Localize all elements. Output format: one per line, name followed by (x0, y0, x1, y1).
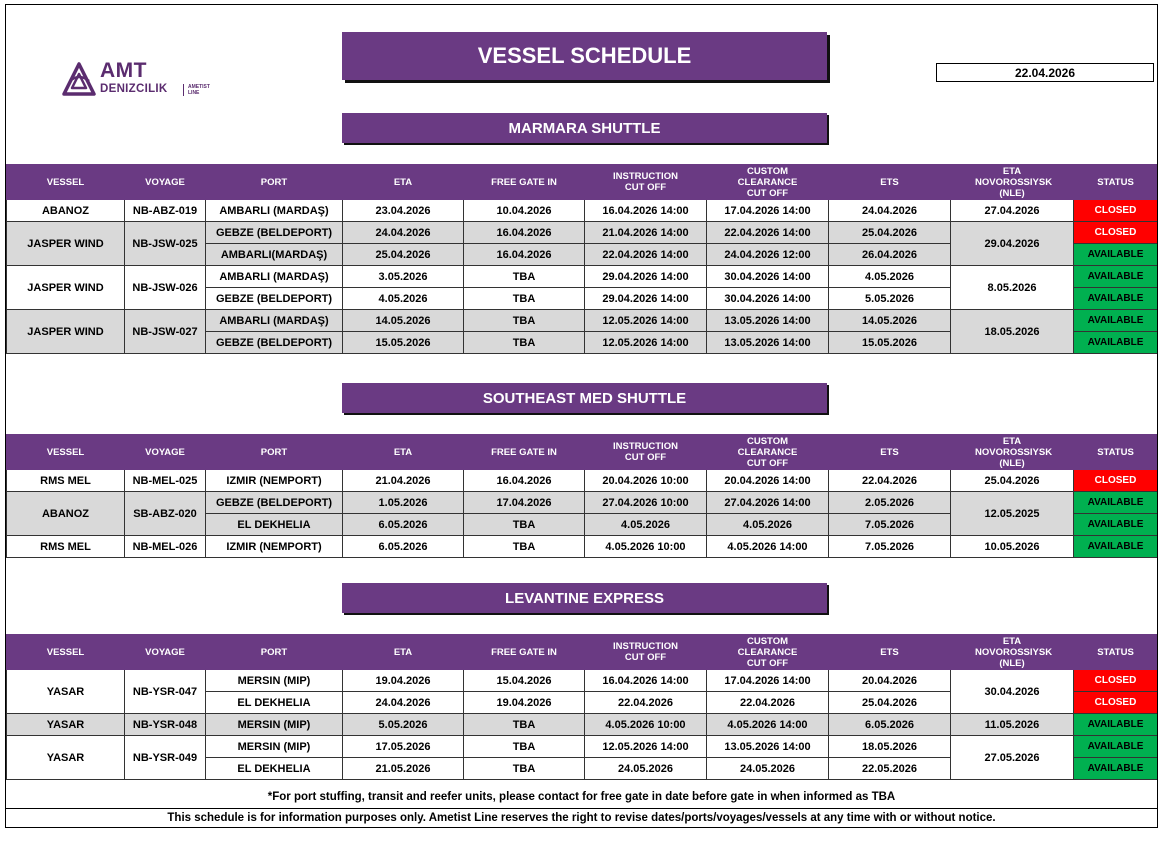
custom-clearance-cutoff-cell: 4.05.2026 14:00 (707, 536, 829, 558)
column-header: VESSEL (7, 435, 125, 470)
footnote-disclaimer: This schedule is for information purposes only. Ametist Line reserves the right to revise dates/ports/voyages/vessels at any time with or without notice. (6, 808, 1157, 827)
port-cell: MERSIN (MIP) (206, 736, 343, 758)
free-gate-in-cell: 10.04.2026 (464, 200, 585, 222)
custom-clearance-cutoff-cell: 17.04.2026 14:00 (707, 670, 829, 692)
instruction-cutoff-cell: 12.05.2026 14:00 (585, 736, 707, 758)
port-cell: AMBARLI (MARDAŞ) (206, 200, 343, 222)
column-header: STATUS (1074, 435, 1158, 470)
status-cell: CLOSED (1074, 692, 1158, 714)
ets-cell: 25.04.2026 (829, 692, 951, 714)
custom-clearance-cutoff-cell: 17.04.2026 14:00 (707, 200, 829, 222)
table-row (7, 470, 1158, 492)
table-row (7, 266, 1158, 288)
eta-novorossiysk-cell: 11.05.2026 (951, 714, 1074, 736)
eta-cell: 6.05.2026 (343, 514, 464, 536)
eta-cell: 24.04.2026 (343, 222, 464, 244)
voyage-cell: NB-YSR-047 (125, 670, 206, 714)
free-gate-in-cell: TBA (464, 714, 585, 736)
ets-cell: 24.04.2026 (829, 200, 951, 222)
status-cell: CLOSED (1074, 222, 1158, 244)
vessel-cell: YASAR (7, 714, 125, 736)
eta-cell: 6.05.2026 (343, 536, 464, 558)
ets-cell: 22.05.2026 (829, 758, 951, 780)
eta-novorossiysk-cell: 27.05.2026 (951, 736, 1074, 780)
voyage-cell: NB-MEL-026 (125, 536, 206, 558)
table-row (7, 222, 1158, 244)
vessel-cell: YASAR (7, 736, 125, 780)
footnote-tba: *For port stuffing, transit and reefer units, please contact for free gate in date before gate in when informed as TBA (267, 790, 896, 803)
custom-clearance-cutoff-cell: 22.04.2026 14:00 (707, 222, 829, 244)
free-gate-in-cell: TBA (464, 536, 585, 558)
ets-cell: 26.04.2026 (829, 244, 951, 266)
free-gate-in-cell: 19.04.2026 (464, 692, 585, 714)
eta-cell: 3.05.2026 (343, 266, 464, 288)
port-cell: AMBARLI (MARDAŞ) (206, 266, 343, 288)
eta-novorossiysk-cell: 27.04.2026 (951, 200, 1074, 222)
brand-subtitle: DENIZCILIK (100, 83, 168, 95)
ets-cell: 25.04.2026 (829, 222, 951, 244)
column-header: CUSTOM CLEARANCE CUT OFF (707, 165, 829, 200)
vessel-cell: JASPER WIND (7, 222, 125, 266)
status-cell: AVAILABLE (1074, 244, 1158, 266)
table-header-row (7, 435, 1158, 470)
vessel-schedule-sheet (5, 4, 1158, 828)
brand-divider (183, 84, 184, 96)
table-row (7, 310, 1158, 332)
brand-name: AMT (100, 59, 147, 82)
ets-cell: 7.05.2026 (829, 536, 951, 558)
instruction-cutoff-cell: 29.04.2026 14:00 (585, 266, 707, 288)
instruction-cutoff-cell: 22.04.2026 (585, 692, 707, 714)
table-row (7, 200, 1158, 222)
voyage-cell: NB-MEL-025 (125, 470, 206, 492)
free-gate-in-cell: TBA (464, 736, 585, 758)
instruction-cutoff-cell: 4.05.2026 (585, 514, 707, 536)
table-row (7, 492, 1158, 514)
ets-cell: 7.05.2026 (829, 514, 951, 536)
custom-clearance-cutoff-cell: 24.05.2026 (707, 758, 829, 780)
status-cell: AVAILABLE (1074, 536, 1158, 558)
status-cell: AVAILABLE (1074, 266, 1158, 288)
instruction-cutoff-cell: 12.05.2026 14:00 (585, 332, 707, 354)
status-cell: CLOSED (1074, 200, 1158, 222)
ets-cell: 2.05.2026 (829, 492, 951, 514)
port-cell: MERSIN (MIP) (206, 670, 343, 692)
column-header: VOYAGE (125, 165, 206, 200)
voyage-cell: NB-YSR-049 (125, 736, 206, 780)
column-header: VESSEL (7, 165, 125, 200)
column-header: PORT (206, 435, 343, 470)
column-header: ETS (829, 635, 951, 670)
status-cell: CLOSED (1074, 670, 1158, 692)
table-row (7, 736, 1158, 758)
company-logo (60, 61, 230, 107)
eta-novorossiysk-cell: 12.05.2025 (951, 492, 1074, 536)
voyage-cell: SB-ABZ-020 (125, 492, 206, 536)
eta-cell: 15.05.2026 (343, 332, 464, 354)
instruction-cutoff-cell: 20.04.2026 10:00 (585, 470, 707, 492)
eta-cell: 17.05.2026 (343, 736, 464, 758)
column-header: ETA (343, 635, 464, 670)
status-cell: AVAILABLE (1074, 714, 1158, 736)
column-header: ETA NOVOROSSIYSK (NLE) (951, 165, 1074, 200)
custom-clearance-cutoff-cell: 30.04.2026 14:00 (707, 266, 829, 288)
port-cell: IZMIR (NEMPORT) (206, 536, 343, 558)
brand-line-label (188, 84, 210, 96)
free-gate-in-cell: 15.04.2026 (464, 670, 585, 692)
ets-cell: 22.04.2026 (829, 470, 951, 492)
column-header: FREE GATE IN (464, 635, 585, 670)
vessel-cell: JASPER WIND (7, 310, 125, 354)
ets-cell: 14.05.2026 (829, 310, 951, 332)
vessel-cell: ABANOZ (7, 200, 125, 222)
column-header: ETA NOVOROSSIYSK (NLE) (951, 435, 1074, 470)
column-header: CUSTOM CLEARANCE CUT OFF (707, 635, 829, 670)
instruction-cutoff-cell: 4.05.2026 10:00 (585, 714, 707, 736)
instruction-cutoff-cell: 24.05.2026 (585, 758, 707, 780)
port-cell: EL DEKHELIA (206, 758, 343, 780)
eta-cell: 23.04.2026 (343, 200, 464, 222)
table-header-row (7, 635, 1158, 670)
voyage-cell: NB-JSW-027 (125, 310, 206, 354)
eta-cell: 25.04.2026 (343, 244, 464, 266)
ets-cell: 20.04.2026 (829, 670, 951, 692)
instruction-cutoff-cell: 4.05.2026 10:00 (585, 536, 707, 558)
vessel-cell: RMS MEL (7, 470, 125, 492)
page-title: VESSEL SCHEDULE (342, 32, 827, 80)
instruction-cutoff-cell: 16.04.2026 14:00 (585, 200, 707, 222)
status-cell: AVAILABLE (1074, 736, 1158, 758)
free-gate-in-cell: TBA (464, 332, 585, 354)
section-title: SOUTHEAST MED SHUTTLE (342, 383, 827, 413)
table-row (7, 670, 1158, 692)
ets-cell: 18.05.2026 (829, 736, 951, 758)
column-header: ETS (829, 435, 951, 470)
instruction-cutoff-cell: 29.04.2026 14:00 (585, 288, 707, 310)
port-cell: GEBZE (BELDEPORT) (206, 332, 343, 354)
column-header: FREE GATE IN (464, 165, 585, 200)
column-header: INSTRUCTION CUT OFF (585, 435, 707, 470)
column-header: STATUS (1074, 635, 1158, 670)
brand-line-top: AMETIST (188, 84, 210, 90)
column-header: VOYAGE (125, 435, 206, 470)
status-cell: AVAILABLE (1074, 514, 1158, 536)
status-cell: AVAILABLE (1074, 758, 1158, 780)
port-cell: GEBZE (BELDEPORT) (206, 492, 343, 514)
column-header: PORT (206, 165, 343, 200)
port-cell: GEBZE (BELDEPORT) (206, 288, 343, 310)
column-header: VOYAGE (125, 635, 206, 670)
free-gate-in-cell: TBA (464, 310, 585, 332)
column-header: VESSEL (7, 635, 125, 670)
eta-novorossiysk-cell: 10.05.2026 (951, 536, 1074, 558)
column-header: FREE GATE IN (464, 435, 585, 470)
vessel-cell: YASAR (7, 670, 125, 714)
port-cell: IZMIR (NEMPORT) (206, 470, 343, 492)
instruction-cutoff-cell: 12.05.2026 14:00 (585, 310, 707, 332)
free-gate-in-cell: TBA (464, 266, 585, 288)
column-header: PORT (206, 635, 343, 670)
custom-clearance-cutoff-cell: 13.05.2026 14:00 (707, 310, 829, 332)
port-cell: AMBARLI(MARDAŞ) (206, 244, 343, 266)
free-gate-in-cell: TBA (464, 758, 585, 780)
voyage-cell: NB-ABZ-019 (125, 200, 206, 222)
status-cell: AVAILABLE (1074, 310, 1158, 332)
instruction-cutoff-cell: 22.04.2026 14:00 (585, 244, 707, 266)
port-cell: MERSIN (MIP) (206, 714, 343, 736)
vessel-cell: ABANOZ (7, 492, 125, 536)
free-gate-in-cell: 16.04.2026 (464, 222, 585, 244)
table-row (7, 536, 1158, 558)
schedule-table (6, 634, 1158, 780)
section-title: MARMARA SHUTTLE (342, 113, 827, 143)
eta-cell: 1.05.2026 (343, 492, 464, 514)
column-header: ETS (829, 165, 951, 200)
ets-cell: 4.05.2026 (829, 266, 951, 288)
eta-novorossiysk-cell: 30.04.2026 (951, 670, 1074, 714)
eta-cell: 14.05.2026 (343, 310, 464, 332)
custom-clearance-cutoff-cell: 22.04.2026 (707, 692, 829, 714)
eta-novorossiysk-cell: 18.05.2026 (951, 310, 1074, 354)
free-gate-in-cell: TBA (464, 514, 585, 536)
eta-novorossiysk-cell: 25.04.2026 (951, 470, 1074, 492)
amt-logo-icon (60, 61, 98, 99)
status-cell: AVAILABLE (1074, 492, 1158, 514)
port-cell: EL DEKHELIA (206, 514, 343, 536)
status-cell: CLOSED (1074, 470, 1158, 492)
voyage-cell: NB-JSW-025 (125, 222, 206, 266)
instruction-cutoff-cell: 27.04.2026 10:00 (585, 492, 707, 514)
custom-clearance-cutoff-cell: 4.05.2026 (707, 514, 829, 536)
custom-clearance-cutoff-cell: 13.05.2026 14:00 (707, 736, 829, 758)
custom-clearance-cutoff-cell: 13.05.2026 14:00 (707, 332, 829, 354)
free-gate-in-cell: 17.04.2026 (464, 492, 585, 514)
schedule-table (6, 434, 1158, 558)
column-header: INSTRUCTION CUT OFF (585, 165, 707, 200)
port-cell: EL DEKHELIA (206, 692, 343, 714)
free-gate-in-cell: TBA (464, 288, 585, 310)
column-header: CUSTOM CLEARANCE CUT OFF (707, 435, 829, 470)
custom-clearance-cutoff-cell: 24.04.2026 12:00 (707, 244, 829, 266)
custom-clearance-cutoff-cell: 20.04.2026 14:00 (707, 470, 829, 492)
custom-clearance-cutoff-cell: 27.04.2026 14:00 (707, 492, 829, 514)
schedule-table (6, 164, 1158, 354)
instruction-cutoff-cell: 21.04.2026 14:00 (585, 222, 707, 244)
instruction-cutoff-cell: 16.04.2026 14:00 (585, 670, 707, 692)
eta-cell: 5.05.2026 (343, 714, 464, 736)
free-gate-in-cell: 16.04.2026 (464, 244, 585, 266)
status-cell: AVAILABLE (1074, 288, 1158, 310)
voyage-cell: NB-JSW-026 (125, 266, 206, 310)
table-row (7, 714, 1158, 736)
vessel-cell: JASPER WIND (7, 266, 125, 310)
eta-novorossiysk-cell: 8.05.2026 (951, 266, 1074, 310)
brand-line-bottom: LINE (188, 90, 200, 96)
custom-clearance-cutoff-cell: 30.04.2026 14:00 (707, 288, 829, 310)
eta-novorossiysk-cell: 29.04.2026 (951, 222, 1074, 266)
table-header-row (7, 165, 1158, 200)
column-header: INSTRUCTION CUT OFF (585, 635, 707, 670)
eta-cell: 19.04.2026 (343, 670, 464, 692)
voyage-cell: NB-YSR-048 (125, 714, 206, 736)
column-header: STATUS (1074, 165, 1158, 200)
eta-cell: 24.04.2026 (343, 692, 464, 714)
eta-cell: 4.05.2026 (343, 288, 464, 310)
section-title: LEVANTINE EXPRESS (342, 583, 827, 613)
column-header: ETA NOVOROSSIYSK (NLE) (951, 635, 1074, 670)
ets-cell: 5.05.2026 (829, 288, 951, 310)
column-header: ETA (343, 435, 464, 470)
free-gate-in-cell: 16.04.2026 (464, 470, 585, 492)
status-cell: AVAILABLE (1074, 332, 1158, 354)
eta-cell: 21.05.2026 (343, 758, 464, 780)
custom-clearance-cutoff-cell: 4.05.2026 14:00 (707, 714, 829, 736)
ets-cell: 6.05.2026 (829, 714, 951, 736)
vessel-cell: RMS MEL (7, 536, 125, 558)
schedule-date: 22.04.2026 (936, 63, 1154, 82)
column-header: ETA (343, 165, 464, 200)
eta-cell: 21.04.2026 (343, 470, 464, 492)
port-cell: GEBZE (BELDEPORT) (206, 222, 343, 244)
port-cell: AMBARLI (MARDAŞ) (206, 310, 343, 332)
ets-cell: 15.05.2026 (829, 332, 951, 354)
